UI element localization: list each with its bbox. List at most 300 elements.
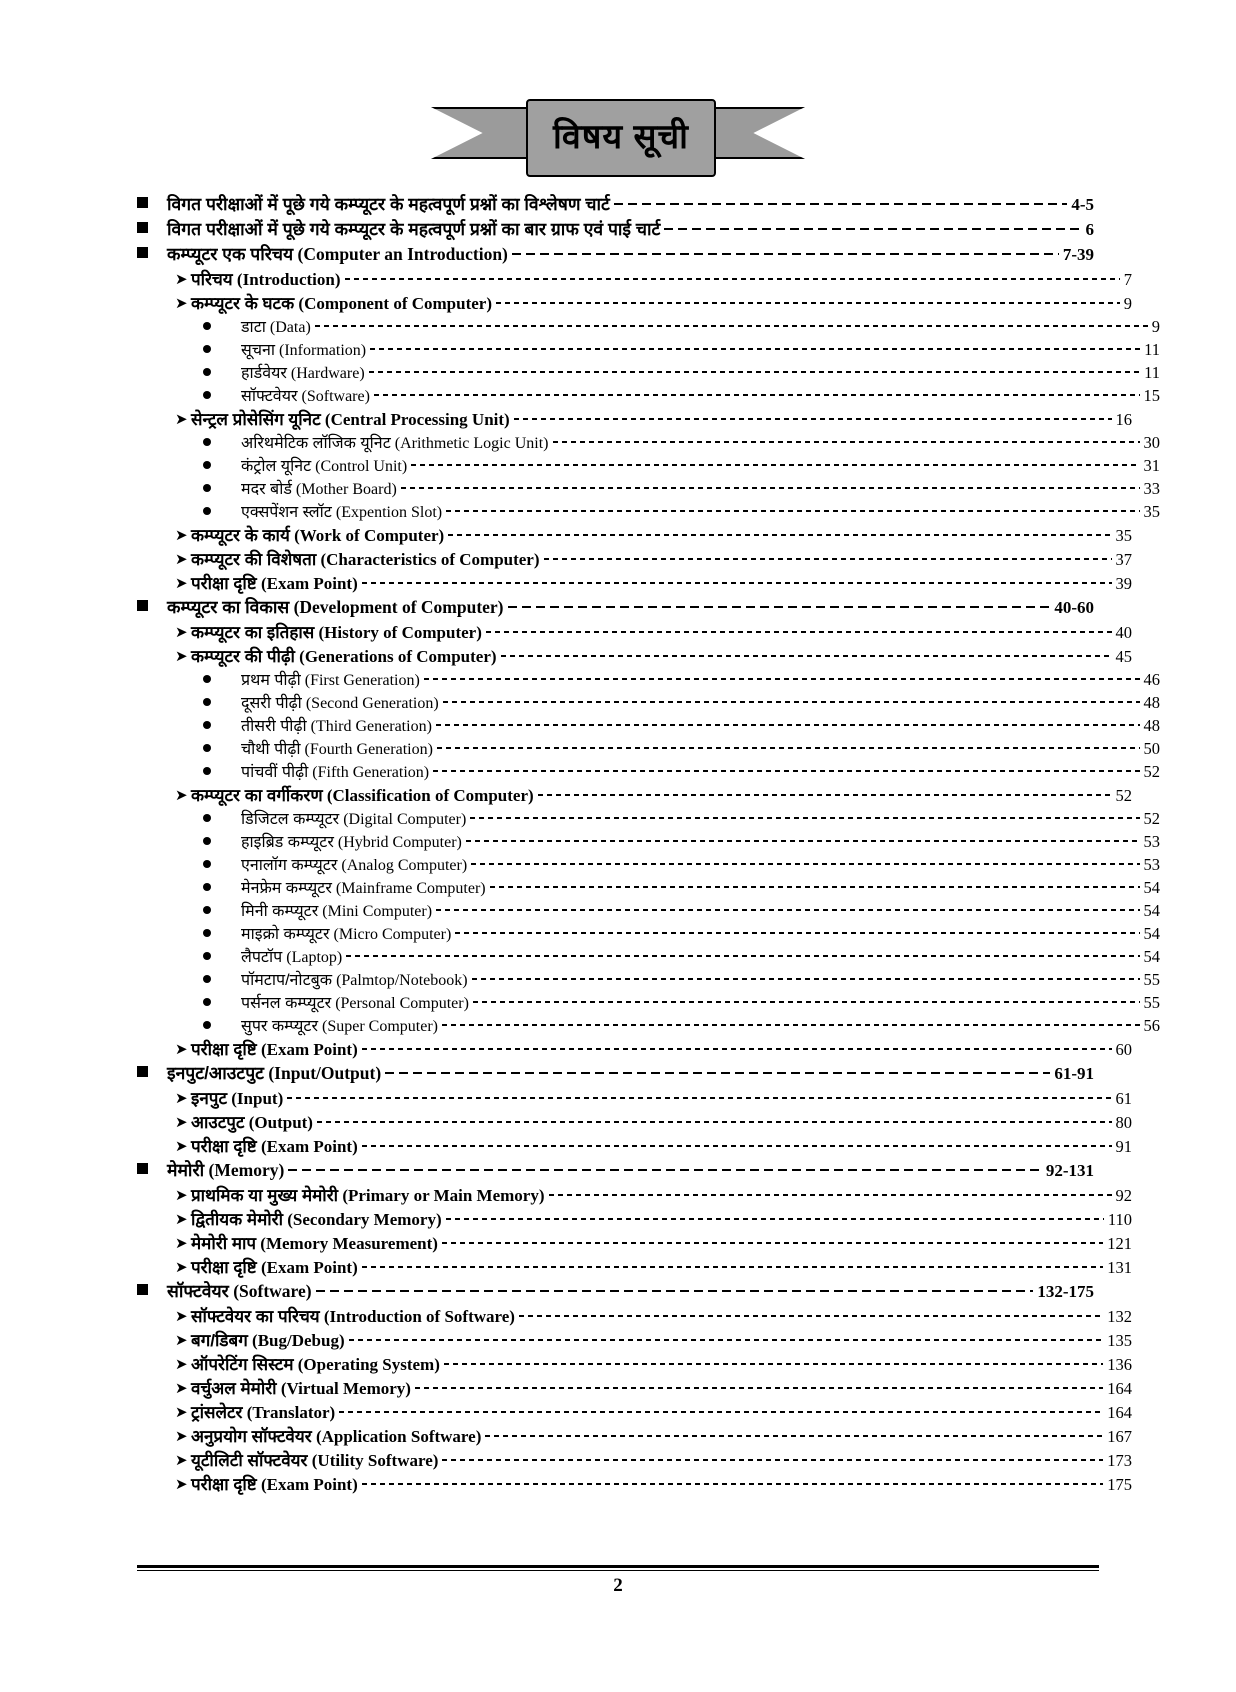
toc-entry[interactable] — [137, 500, 1160, 522]
toc-entry-label — [191, 1352, 444, 1375]
toc-entry-page-number: 173 — [1107, 1451, 1132, 1470]
toc-entry-title-en: (Exam Point) — [260, 1137, 358, 1156]
toc-entry[interactable] — [137, 1400, 1132, 1423]
disc-bullet-icon — [203, 996, 241, 1010]
toc-entry-title-hi: कम्प्यूटर एक परिचय — [167, 244, 294, 264]
toc-entry-page-number: 45 — [1115, 647, 1132, 666]
toc-entry-label — [241, 876, 490, 898]
toc-entry-title-en: (Third Generation) — [310, 718, 432, 735]
toc-entry-title-hi: ऑपरेटिंग सिस्टम — [191, 1355, 294, 1374]
toc-entry-label — [167, 595, 508, 619]
toc-entry-title-en: (Control Unit) — [315, 458, 408, 475]
leader-dots — [442, 1015, 1140, 1031]
leader-dots — [415, 1378, 1103, 1394]
leader-dots — [349, 1330, 1104, 1346]
toc-entry[interactable] — [137, 547, 1132, 570]
toc-entry-page-number: 9 — [1123, 294, 1132, 313]
toc-entry-label — [191, 407, 514, 430]
disc-bullet-icon — [203, 343, 241, 357]
toc-entry[interactable] — [137, 1304, 1132, 1327]
toc-entry-title-en: (Software) — [233, 1281, 312, 1301]
toc-entry-page-number: 55 — [1143, 993, 1160, 1012]
toc-entry[interactable] — [137, 1207, 1132, 1230]
disc-bullet-icon — [203, 389, 241, 403]
square-bullet-icon — [137, 1284, 167, 1299]
leader-dots — [374, 385, 1140, 401]
leader-dots — [433, 761, 1139, 777]
toc-entry-label — [191, 1086, 287, 1109]
toc-entry-title-hi: सुपर कम्प्यूटर — [241, 1018, 318, 1035]
toc-entry-title-en: (Introduction) — [236, 270, 341, 289]
toc-entry-title-en: (Input/Output) — [268, 1063, 382, 1083]
arrow-bullet-icon: ➤ — [175, 1091, 188, 1107]
toc-entry[interactable] — [137, 1014, 1160, 1036]
toc-entry[interactable] — [137, 1086, 1132, 1109]
toc-entry-page-number: 11 — [1144, 340, 1160, 359]
toc-entry-page-number: 11 — [1144, 363, 1160, 382]
toc-entry-page-number: 132 — [1107, 1307, 1132, 1326]
toc-entry-page-number: 91 — [1115, 1137, 1132, 1156]
toc-entry-label — [241, 315, 315, 337]
leader-dots — [362, 573, 1112, 589]
disc-bullet-icon — [203, 858, 241, 872]
toc-entry-title-hi: डिजिटल कम्प्यूटर — [241, 811, 340, 828]
leader-dots — [362, 1039, 1112, 1055]
toc-entry-title-en: (Hardware) — [290, 365, 365, 382]
disc-bullet-icon — [203, 742, 241, 756]
toc-entry-label — [191, 1110, 317, 1133]
toc-entry-title-hi: परीक्षा दृष्टि — [191, 1137, 257, 1156]
toc-entry-title-hi: अनुप्रयोग सॉफ्टवेयर — [191, 1427, 312, 1446]
toc-entry-title-en: (Work of Computer) — [294, 526, 445, 545]
leader-dots — [472, 969, 1140, 985]
toc-entry-title-en: (Bug/Debug) — [252, 1331, 345, 1350]
arrow-bullet-icon: ➤ — [175, 1357, 188, 1373]
leader-dots — [553, 432, 1140, 448]
toc-entry-title-hi: एनालॉग कम्प्यूटर — [241, 857, 338, 874]
page-title: विषय सूची — [553, 117, 689, 156]
toc-entry-title-en: (Exam Point) — [260, 574, 358, 593]
toc-entry-page-number: 121 — [1107, 1234, 1132, 1253]
toc-entry[interactable] — [137, 1279, 1094, 1303]
toc-entry-title-en: (Analog Computer) — [341, 857, 468, 874]
toc-entry[interactable] — [137, 1061, 1094, 1085]
toc-entry-title-en: (Laptop) — [286, 949, 343, 966]
toc-entry[interactable] — [137, 242, 1094, 266]
toc-entry-title-en: (Exam Point) — [260, 1040, 358, 1059]
toc-entry-title-hi: कम्प्यूटर का विकास — [167, 597, 290, 617]
leader-dots — [362, 1474, 1104, 1490]
toc-entry[interactable] — [137, 1158, 1094, 1182]
toc-entry[interactable] — [137, 571, 1132, 594]
toc-entry-label — [191, 1207, 446, 1230]
toc-entry-title-en: (Computer an Introduction) — [297, 244, 508, 264]
leader-dots — [444, 1354, 1103, 1370]
arrow-bullet-icon: ➤ — [175, 1115, 188, 1131]
toc-entry[interactable] — [137, 714, 1160, 736]
toc-entry-page-number: 56 — [1143, 1016, 1160, 1035]
toc-entry-label — [191, 1376, 415, 1399]
toc-entry-label — [241, 668, 424, 690]
disc-bullet-icon — [203, 973, 241, 987]
leader-dots — [424, 669, 1140, 685]
leader-dots — [401, 478, 1140, 494]
toc-entry-page-number: 33 — [1143, 479, 1160, 498]
toc-entry-page-number: 7 — [1123, 270, 1132, 289]
toc-entry-title-hi: परीक्षा दृष्टि — [191, 1040, 257, 1059]
page-footer — [137, 1565, 1099, 1597]
toc-entry-title-hi: कम्प्यूटर का इतिहास — [191, 623, 315, 642]
toc-entry[interactable] — [137, 454, 1160, 476]
toc-entry-title-hi: कम्प्यूटर के घटक — [191, 294, 295, 313]
leader-dots — [490, 877, 1140, 893]
arrow-bullet-icon: ➤ — [175, 272, 188, 288]
toc-entry-page-number: 50 — [1143, 739, 1160, 758]
toc-entry-page-number: 55 — [1143, 970, 1160, 989]
toc-entry-page-number: 53 — [1143, 832, 1160, 851]
toc-entry-label — [241, 737, 437, 759]
leader-dots — [436, 715, 1140, 731]
toc-entry-title-hi: सूचना — [241, 342, 276, 359]
toc-entry-label — [191, 1304, 519, 1327]
toc-entry-title-en: (Secondary Memory) — [287, 1210, 442, 1229]
arrow-bullet-icon: ➤ — [175, 1477, 188, 1493]
arrow-bullet-icon: ➤ — [175, 1260, 188, 1276]
leader-dots — [466, 831, 1140, 847]
toc-entry-page-number: 132-175 — [1037, 1282, 1094, 1301]
toc-entry-label — [241, 945, 346, 967]
leader-dots — [287, 1088, 1111, 1104]
toc-entry-page-number: 39 — [1115, 574, 1132, 593]
toc-entry-title-en: (Component of Computer) — [298, 294, 492, 313]
disc-bullet-icon — [203, 927, 241, 941]
toc-entry[interactable] — [137, 691, 1160, 713]
toc-entry-label — [241, 922, 455, 944]
toc-entry-title-hi: परीक्षा दृष्टि — [191, 1475, 257, 1494]
toc-entry-page-number: 175 — [1107, 1475, 1132, 1494]
arrow-bullet-icon: ➤ — [175, 1405, 188, 1421]
toc-entry-page-number: 35 — [1143, 502, 1160, 521]
toc-entry-title-hi: हार्डवेयर — [241, 365, 287, 382]
toc-entry[interactable] — [137, 807, 1160, 829]
toc-entry[interactable] — [137, 1110, 1132, 1133]
toc-entry[interactable] — [137, 1352, 1132, 1375]
page-number: 2 — [613, 1575, 623, 1596]
toc-entry-label — [241, 454, 411, 476]
toc-entry-title-hi: तीसरी पीढ़ी — [241, 718, 307, 735]
toc-entry-page-number: 48 — [1143, 716, 1160, 735]
toc-entry-title-hi: मदर बोर्ड — [241, 481, 292, 498]
toc-entry-title-en: (Fourth Generation) — [304, 741, 433, 758]
toc-entry-title-hi: दूसरी पीढ़ी — [241, 695, 302, 712]
disc-bullet-icon — [203, 436, 241, 450]
toc-entry[interactable] — [137, 431, 1160, 453]
toc-entry[interactable] — [137, 1424, 1132, 1447]
toc-entry-label — [241, 807, 470, 829]
toc-entry[interactable] — [137, 853, 1160, 875]
toc-entry-label — [191, 267, 345, 290]
toc-entry-title-en: (Translator) — [246, 1403, 336, 1422]
toc-entry-page-number: 135 — [1107, 1331, 1132, 1350]
toc-entry-title-hi: लैपटॉप — [241, 949, 283, 966]
toc-entry-title-en: (Data) — [269, 319, 311, 336]
leader-dots — [455, 923, 1139, 939]
leader-dots — [538, 785, 1112, 801]
toc-entry[interactable] — [137, 620, 1132, 643]
arrow-bullet-icon: ➤ — [175, 1453, 188, 1469]
toc-entry-page-number: 164 — [1107, 1403, 1132, 1422]
toc-entry[interactable] — [137, 1183, 1132, 1206]
toc-entry[interactable] — [137, 1231, 1132, 1254]
disc-bullet-icon — [203, 904, 241, 918]
leader-dots — [514, 409, 1112, 425]
toc-entry-page-number: 52 — [1115, 786, 1132, 805]
toc-entry-label — [167, 217, 664, 241]
toc-entry-label — [191, 1400, 339, 1423]
toc-entry-title-en: (Central Processing Unit) — [324, 410, 510, 429]
toc-entry-label — [191, 1448, 442, 1471]
toc-entry-title-hi: कम्प्यूटर की पीढ़ी — [191, 647, 295, 666]
leader-dots — [442, 1450, 1103, 1466]
toc-entry[interactable] — [137, 338, 1160, 360]
toc-entry[interactable] — [137, 1448, 1132, 1471]
toc-entry-label — [167, 1061, 385, 1085]
toc-entry-title-en: (Palmtop/Notebook) — [336, 972, 468, 989]
toc-entry-title-hi: द्वितीयक मेमोरी — [191, 1210, 284, 1229]
toc-entry-title-en: (Development of Computer) — [293, 597, 504, 617]
arrow-bullet-icon: ➤ — [175, 576, 188, 592]
disc-bullet-icon — [203, 320, 241, 334]
disc-bullet-icon — [203, 1019, 241, 1033]
table-of-contents — [137, 192, 1160, 1495]
leader-dots — [362, 1136, 1112, 1152]
leader-dots — [473, 992, 1140, 1008]
disc-bullet-icon — [203, 765, 241, 779]
toc-entry-title-hi: चौथी पीढ़ी — [241, 741, 301, 758]
toc-entry-title-en: (Primary or Main Memory) — [342, 1186, 545, 1205]
toc-entry-title-en: (Exam Point) — [260, 1475, 358, 1494]
leader-dots — [316, 1281, 1034, 1297]
toc-entry-title-en: (Second Generation) — [305, 695, 439, 712]
disc-bullet-icon — [203, 673, 241, 687]
toc-entry[interactable] — [137, 922, 1160, 944]
arrow-bullet-icon: ➤ — [175, 1042, 188, 1058]
toc-entry-title-hi: पांचवीं पीढ़ी — [241, 764, 309, 781]
arrow-bullet-icon: ➤ — [175, 1188, 188, 1204]
toc-entry[interactable] — [137, 523, 1132, 546]
toc-banner — [0, 92, 1236, 184]
toc-entry[interactable] — [137, 477, 1160, 499]
toc-entry-title-en: (Exam Point) — [260, 1258, 358, 1277]
toc-entry-label — [241, 500, 446, 522]
leader-dots — [496, 293, 1120, 309]
toc-entry[interactable] — [137, 291, 1132, 314]
toc-entry-page-number: 92-131 — [1045, 1161, 1094, 1180]
toc-entry-title-hi: कंट्रोल यूनिट — [241, 458, 312, 475]
leader-dots — [470, 808, 1139, 824]
toc-entry-label — [241, 338, 370, 360]
toc-entry-title-hi: प्राथमिक या मुख्य मेमोरी — [191, 1186, 339, 1205]
toc-entry-title-hi: मेमोरी माप — [191, 1234, 257, 1253]
toc-entry-title-en: (Software) — [301, 388, 370, 405]
square-bullet-icon — [137, 247, 167, 262]
toc-entry-title-hi: आउटपुट — [191, 1113, 245, 1132]
square-bullet-icon — [137, 1163, 167, 1178]
toc-entry-title-en: (Hybrid Computer) — [337, 834, 462, 851]
toc-entry-label — [167, 242, 512, 266]
toc-entry-title-hi: प्रथम पीढ़ी — [241, 672, 301, 689]
toc-entry[interactable] — [137, 1134, 1132, 1157]
toc-entry-title-en: (Operating System) — [297, 1355, 440, 1374]
toc-entry[interactable] — [137, 1037, 1132, 1060]
disc-bullet-icon — [203, 881, 241, 895]
toc-entry[interactable] — [137, 644, 1132, 667]
toc-entry-label — [191, 1231, 442, 1254]
toc-entry-page-number: 54 — [1143, 947, 1160, 966]
toc-entry-title-hi: हाइब्रिड कम्प्यूटर — [241, 834, 334, 851]
toc-entry[interactable] — [137, 595, 1094, 619]
toc-entry-page-number: 92 — [1115, 1186, 1132, 1205]
toc-entry-page-number: 131 — [1107, 1258, 1132, 1277]
toc-entry[interactable] — [137, 217, 1094, 241]
toc-entry-page-number: 46 — [1143, 670, 1160, 689]
toc-entry-label — [241, 830, 466, 852]
toc-entry[interactable] — [137, 991, 1160, 1013]
page — [0, 92, 1236, 1692]
leader-dots — [411, 455, 1139, 471]
disc-bullet-icon — [203, 719, 241, 733]
toc-entry[interactable] — [137, 876, 1160, 898]
toc-entry-page-number: 7-39 — [1062, 245, 1094, 264]
toc-entry-title-en: (Application Software) — [315, 1427, 482, 1446]
toc-entry-title-en: (Introduction of Software) — [323, 1307, 515, 1326]
toc-entry[interactable] — [137, 1472, 1132, 1495]
toc-entry[interactable] — [137, 968, 1160, 990]
toc-entry-title-en: (Arithmetic Logic Unit) — [394, 435, 549, 452]
toc-entry[interactable] — [137, 384, 1160, 406]
toc-entry-title-hi: कम्प्यूटर के कार्य — [191, 526, 290, 545]
leader-dots — [317, 1112, 1112, 1128]
leader-dots — [288, 1160, 1042, 1176]
toc-entry-title-hi: पर्सनल कम्प्यूटर — [241, 995, 332, 1012]
toc-entry[interactable] — [137, 1255, 1132, 1278]
arrow-bullet-icon: ➤ — [175, 552, 188, 568]
toc-entry-title-hi: डाटा — [241, 319, 266, 336]
toc-entry-title-en: (Memory Measurement) — [260, 1234, 438, 1253]
leader-dots — [549, 1185, 1112, 1201]
toc-entry-label — [241, 477, 401, 499]
leader-dots — [512, 244, 1059, 260]
toc-entry[interactable] — [137, 315, 1160, 337]
leader-dots — [446, 501, 1139, 517]
toc-entry-title-en: (Information) — [279, 342, 367, 359]
leader-dots — [315, 316, 1148, 332]
toc-entry-label — [191, 1037, 362, 1060]
toc-entry-label — [167, 1158, 288, 1182]
toc-entry-page-number: 35 — [1115, 526, 1132, 545]
toc-entry-label — [241, 991, 473, 1013]
toc-entry[interactable] — [137, 1376, 1132, 1399]
toc-entry-page-number: 52 — [1143, 809, 1160, 828]
toc-entry-page-number: 16 — [1115, 410, 1132, 429]
toc-entry-page-number: 164 — [1107, 1379, 1132, 1398]
arrow-bullet-icon: ➤ — [175, 625, 188, 641]
toc-entry-label — [167, 192, 614, 216]
toc-entry-page-number: 37 — [1115, 550, 1132, 569]
disc-bullet-icon — [203, 950, 241, 964]
leader-dots — [544, 549, 1112, 565]
toc-entry-page-number: 48 — [1143, 693, 1160, 712]
toc-entry[interactable] — [137, 737, 1160, 759]
toc-entry-title-en: (Generations of Computer) — [299, 647, 497, 666]
square-bullet-icon — [137, 1066, 167, 1081]
toc-entry-label — [241, 361, 369, 383]
leader-dots — [436, 900, 1139, 916]
toc-entry-label — [191, 291, 496, 314]
toc-entry-page-number: 110 — [1107, 1210, 1132, 1229]
toc-entry-title-en: (History of Computer) — [318, 623, 482, 642]
toc-entry-label — [191, 1424, 485, 1447]
toc-entry[interactable] — [137, 668, 1160, 690]
toc-entry-title-en: (First Generation) — [304, 672, 420, 689]
toc-entry-title-hi: एक्सपेंशन स्लॉट — [241, 504, 332, 521]
toc-entry-title-en: (Expention Slot) — [335, 504, 443, 521]
toc-entry[interactable] — [137, 407, 1132, 430]
toc-entry-title-en: (Classification of Computer) — [326, 786, 534, 805]
leader-dots — [385, 1063, 1050, 1079]
toc-entry-title-hi: सॉफ्टवेयर — [167, 1281, 229, 1301]
toc-entry-title-en: (Fifth Generation) — [312, 764, 430, 781]
arrow-bullet-icon: ➤ — [175, 1212, 188, 1228]
toc-entry-title-hi: अरिथमेटिक लॉजिक यूनिट — [241, 435, 391, 452]
toc-entry-label — [241, 968, 472, 990]
toc-entry-title-en: (Output) — [248, 1113, 313, 1132]
toc-entry[interactable] — [137, 760, 1160, 782]
toc-entry-title-hi: ट्रांसलेटर — [191, 1403, 243, 1422]
leader-dots — [664, 219, 1081, 235]
leader-dots — [508, 597, 1051, 613]
arrow-bullet-icon: ➤ — [175, 412, 188, 428]
toc-entry[interactable] — [137, 267, 1132, 290]
leader-dots — [446, 1209, 1104, 1225]
leader-dots — [369, 362, 1140, 378]
toc-entry-title-hi: वर्चुअल मेमोरी — [191, 1379, 277, 1398]
toc-entry-page-number: 15 — [1143, 386, 1160, 405]
toc-entry-title-hi: मिनी कम्प्यूटर — [241, 903, 319, 920]
leader-dots — [346, 946, 1139, 962]
disc-bullet-icon — [203, 696, 241, 710]
toc-entry-title-en: (Mini Computer) — [322, 903, 433, 920]
arrow-bullet-icon: ➤ — [175, 1429, 188, 1445]
toc-entry-title-en: (Micro Computer) — [333, 926, 452, 943]
toc-entry-label — [167, 1279, 316, 1303]
disc-bullet-icon — [203, 366, 241, 380]
leader-dots — [442, 1233, 1103, 1249]
toc-entry[interactable] — [137, 192, 1094, 216]
toc-entry[interactable] — [137, 783, 1132, 806]
toc-entry[interactable] — [137, 945, 1160, 967]
toc-entry[interactable] — [137, 830, 1160, 852]
arrow-bullet-icon: ➤ — [175, 528, 188, 544]
toc-entry-title-hi: बग/डिबग — [191, 1331, 248, 1350]
leader-dots — [485, 1426, 1103, 1442]
toc-entry-label — [191, 620, 486, 643]
toc-entry[interactable] — [137, 361, 1160, 383]
toc-entry-label — [191, 1328, 349, 1351]
toc-entry-label — [191, 1183, 549, 1206]
toc-entry[interactable] — [137, 1328, 1132, 1351]
toc-entry[interactable] — [137, 899, 1160, 921]
